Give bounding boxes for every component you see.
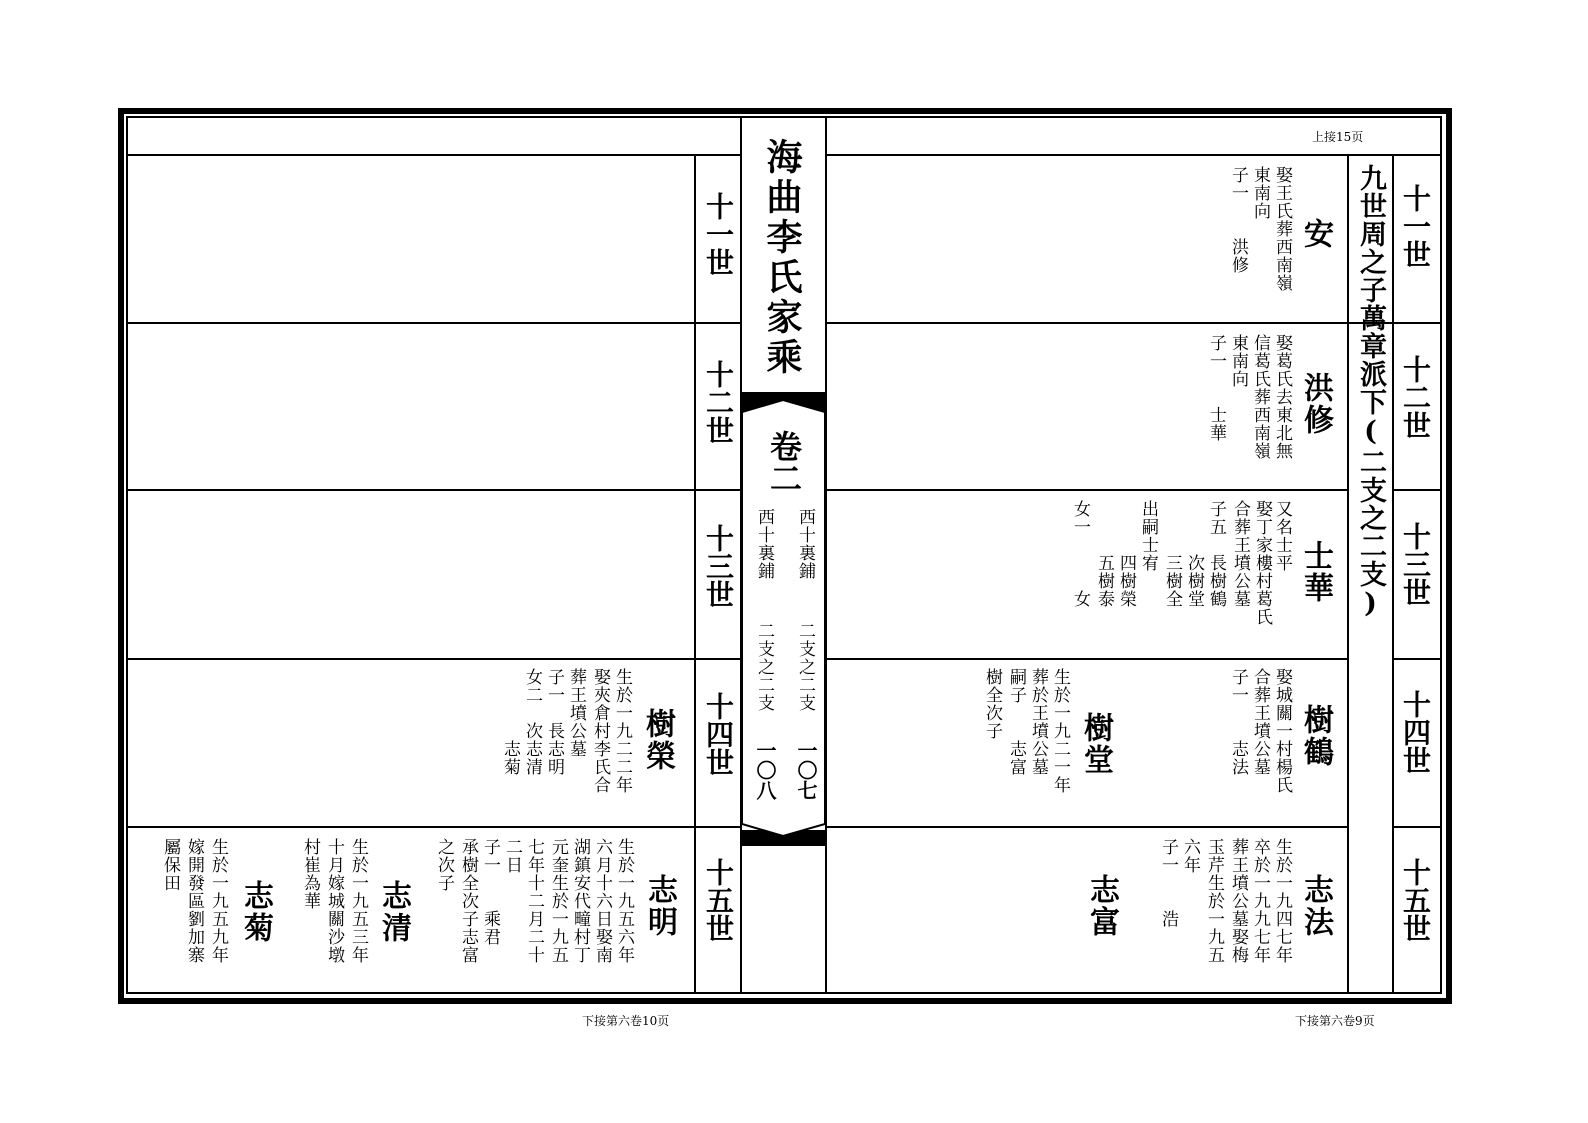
page-number-left: 一〇八 [753, 740, 777, 800]
generation-label: 十四世 [702, 692, 735, 776]
person-name: 志法 [1298, 874, 1333, 938]
record-line: 志菊 [500, 668, 520, 776]
spine-place-left: 西十裏鋪 [754, 508, 774, 580]
record-line: 元奎生於一九五 [548, 838, 568, 964]
record-line: 屬保田 [160, 838, 180, 892]
generation-label: 十一世 [702, 192, 735, 276]
record-line: 生於一九二一年 [1050, 668, 1070, 794]
record-line: 娶丁家樓村葛氏 [1252, 500, 1272, 626]
person-name: 志清 [376, 880, 411, 944]
record-line: 娶城關一村楊氏 [1272, 668, 1292, 794]
record-line: 生於一九五九年 [208, 838, 228, 964]
record-line: 女一 女 [1070, 500, 1090, 608]
record-line: 合葬王墳公墓 [1250, 668, 1270, 776]
record-line: 村崔為華 [300, 838, 320, 910]
record-line: 合葬王墳公墓 [1230, 500, 1250, 608]
record-line: 生於一九五六年 [614, 838, 634, 964]
page-number-right: 一〇七 [794, 740, 818, 800]
record-line: 葬於王墳公墓 [1028, 668, 1048, 776]
record-line: 卒於一九九七年 [1250, 838, 1270, 964]
record-line: 生於一九二二年 [612, 668, 632, 794]
record-line: 六年 [1180, 838, 1200, 874]
record-line: 東南向 [1250, 166, 1270, 220]
record-line: 娶王氏葬西南嶺 [1272, 166, 1292, 292]
record-line: 嫁開發區劉加寨 [184, 838, 204, 964]
record-line: 玉芹生於一九五 [1204, 838, 1224, 964]
record-line: 女二 次志清 [522, 668, 542, 776]
record-line: 樹全次子 [982, 668, 1002, 740]
record-line: 葬王墳公墓 [566, 668, 586, 758]
person-name: 樹鶴 [1298, 704, 1333, 768]
record-line: 子一 乘君 [480, 838, 500, 946]
person-name: 士華 [1298, 540, 1333, 604]
record-line: 承樹全次子志富 [458, 838, 478, 964]
generation-label: 十二世 [702, 360, 735, 444]
person-name: 志富 [1084, 874, 1119, 938]
volume-label: 卷二 [765, 430, 803, 494]
record-line: 次樹堂 [1184, 500, 1204, 608]
record-line: 子一 志法 [1228, 668, 1248, 776]
person-name: 安 [1298, 218, 1333, 250]
generation-label: 十四世 [1399, 690, 1432, 774]
record-line: 娶夾倉村李氏合 [590, 668, 610, 794]
record-line: 三樹全 [1162, 500, 1182, 608]
record-line: 五樹泰 [1094, 500, 1114, 608]
record-line: 之次子 [434, 838, 454, 892]
record-line: 子一 洪修 [1228, 166, 1248, 274]
record-line: 七年十二月二十 [524, 838, 544, 964]
record-line: 生於一九四七年 [1272, 838, 1292, 964]
record-line: 子一 浩 [1158, 838, 1178, 928]
record-line: 六月十六日娶南 [592, 838, 612, 964]
spine-place-right: 西十裏鋪 [795, 508, 815, 580]
person-name: 洪修 [1298, 372, 1333, 436]
record-line: 出嗣士宥 [1138, 500, 1158, 572]
spine-branch-left: 二支之二支 [754, 622, 774, 712]
next-page-note-right: 下接第六卷9页 [1295, 1014, 1375, 1028]
record-line: 子一 士華 [1206, 334, 1226, 442]
record-line: 四樹榮 [1116, 500, 1136, 608]
next-page-note-left: 下接第六卷10页 [582, 1014, 670, 1028]
book-title: 海曲李氏家乘 [761, 138, 803, 378]
generation-label: 十一世 [1399, 184, 1432, 268]
person-name: 樹榮 [640, 708, 675, 772]
record-line: 子一 長志明 [544, 668, 564, 776]
generation-label: 十三世 [702, 524, 735, 608]
branch-title: 九世周之子萬章派下(二支之二支) [1355, 164, 1386, 620]
record-line: 二日 [502, 838, 522, 874]
person-name: 志菊 [238, 880, 273, 944]
record-line: 生於一九五三年 [348, 838, 368, 964]
record-line: 娶葛氏去東北無 [1272, 334, 1292, 460]
person-name: 樹堂 [1078, 712, 1113, 776]
record-line: 又名士平 [1272, 500, 1292, 572]
generation-label: 十五世 [1399, 858, 1432, 942]
generation-label: 十三世 [1399, 522, 1432, 606]
person-name: 志明 [642, 874, 677, 938]
record-line: 子五 長樹鶴 [1206, 500, 1226, 608]
record-line: 東南向 [1228, 334, 1248, 388]
record-line: 信葛氏葬西南嶺 [1250, 334, 1270, 460]
record-line: 嗣子 志富 [1006, 668, 1026, 776]
generation-label: 十二世 [1399, 355, 1432, 439]
prev-page-note: 上接15页 [1312, 130, 1364, 144]
record-line: 葬王墳公墓娶梅 [1228, 838, 1248, 964]
record-line: 十月嫁城關沙墩 [324, 838, 344, 964]
record-line: 湖鎮安代疃村丁 [570, 838, 590, 964]
generation-label: 十五世 [702, 858, 735, 942]
spine-branch-right: 二支之二支 [795, 622, 815, 712]
